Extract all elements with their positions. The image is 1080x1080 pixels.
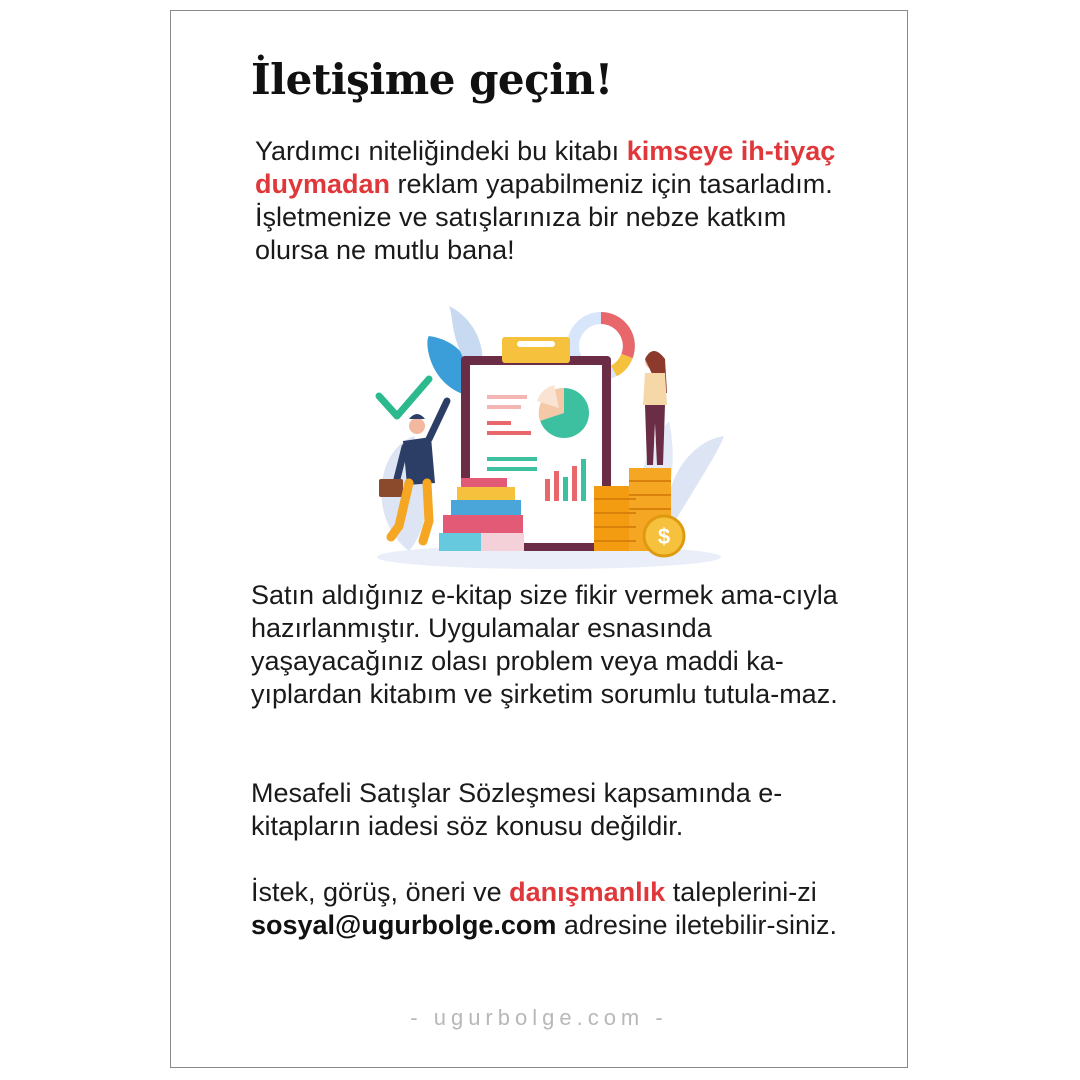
- business-growth-illustration: [369, 301, 729, 576]
- book-icon: [481, 533, 524, 551]
- clipboard-clip: [502, 337, 570, 363]
- contact-text-start: İstek, görüş, öneri ve: [251, 877, 510, 907]
- page-title: İletişime geçin!: [251, 55, 613, 104]
- paper-bar: [572, 466, 577, 501]
- intro-highlight: kimseye ih-tiyaç duymadan: [255, 136, 836, 199]
- contact-text-end: adresine iletebilir-siniz.: [556, 910, 838, 940]
- contact-email[interactable]: sosyal@ugurbolge.com: [251, 910, 557, 940]
- paper-bar: [581, 459, 586, 501]
- document-page: [170, 10, 908, 1068]
- book-icon: [451, 500, 521, 515]
- intro-paragraph: [255, 135, 855, 267]
- book-icon: [461, 478, 507, 487]
- man-hair: [409, 414, 425, 419]
- man-arm-raised: [429, 401, 447, 439]
- paper-line: [487, 431, 531, 435]
- footer-website: - ugurbolge.com -: [410, 1005, 668, 1030]
- woman-top: [643, 373, 667, 405]
- donut-segment-red: [601, 318, 629, 356]
- refund-paragraph: Mesafeli Satışlar Sözleşmesi kapsamında e-kitapların iadesi söz konusu değildir.: [251, 778, 783, 841]
- contact-highlight: danışmanlık: [509, 877, 666, 907]
- check-icon: [379, 379, 429, 416]
- book-icon: [443, 515, 523, 533]
- paper-line: [487, 405, 521, 409]
- contact-text-middle: taleplerini-zi: [665, 877, 817, 907]
- paper-line: [487, 467, 537, 471]
- man-head: [409, 418, 425, 434]
- paper-line: [487, 395, 527, 399]
- man-jacket: [403, 437, 435, 485]
- intro-text-end: reklam yapabilmeniz için tasarladım. İşletmenize ve satışlarınıza bir nebze katkım olursa ne mutlu bana!: [255, 169, 833, 265]
- dollar-sign: $: [657, 524, 671, 549]
- paper-bar: [554, 471, 559, 501]
- paper-line: [487, 421, 511, 425]
- contact-paragraph: [251, 876, 881, 942]
- disclaimer-paragraph: Satın aldığınız e-kitap size fikir vermek ama-cıyla hazırlanmıştır. Uygulamalar esnasında yaşayacağınız olası problem veya maddi ka-yıplardan kitabım ve şirketim sorumlu tutula-maz.: [251, 580, 838, 709]
- paper-line: [487, 457, 537, 461]
- intro-text-start: Yardımcı niteliğindeki bu kitabı: [255, 136, 627, 166]
- book-icon: [457, 487, 515, 500]
- paper-bar: [563, 477, 568, 501]
- leaf-right-icon: [667, 436, 724, 531]
- clipboard-clip-hole: [517, 341, 555, 347]
- briefcase-icon: [379, 479, 403, 497]
- donut-segment-yellow: [614, 356, 627, 371]
- paper-bar: [545, 479, 550, 501]
